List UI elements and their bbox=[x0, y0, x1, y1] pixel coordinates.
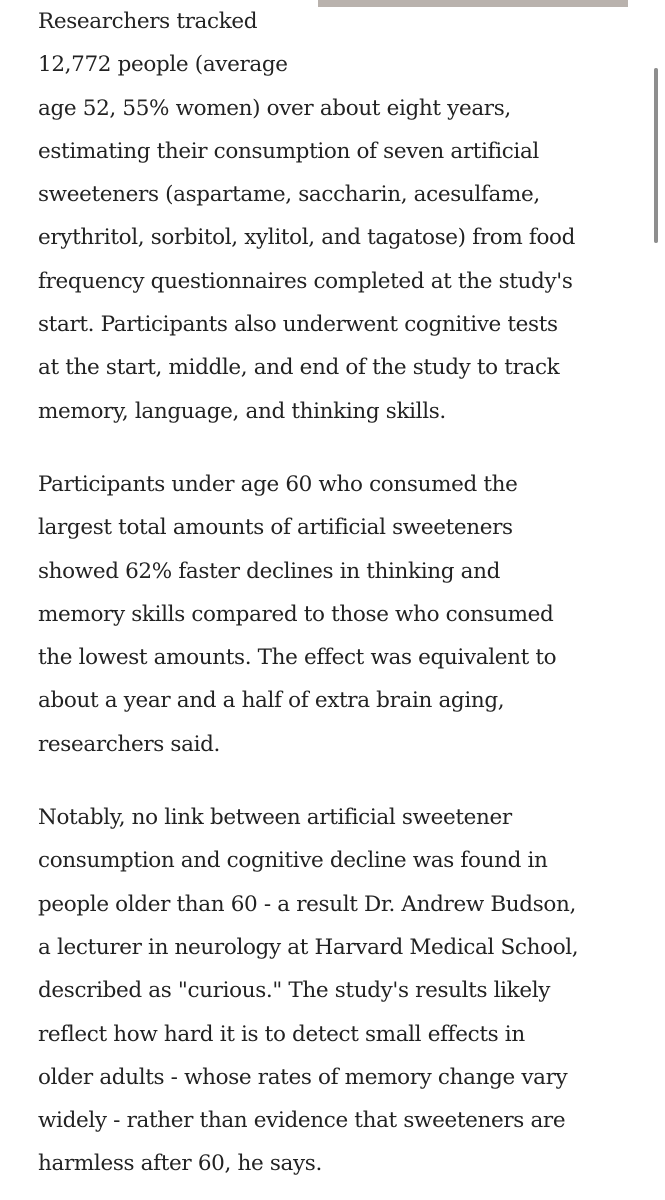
text-line: described as "curious." The study's results likely bbox=[38, 978, 551, 1004]
text-line: Researchers tracked bbox=[38, 9, 258, 34]
text-line: about a year and a half of extra brain aging, bbox=[38, 688, 505, 714]
text-line: Participants under age 60 who consumed the bbox=[38, 471, 518, 497]
text-line: 12,772 people (average bbox=[38, 52, 288, 78]
text-line: older adults - whose rates of memory change vary bbox=[38, 1064, 568, 1090]
text-line: memory skills compared to those who consumed bbox=[38, 601, 554, 627]
text-line: researchers said. bbox=[38, 731, 220, 757]
text-line: at the start, middle, and end of the study to track bbox=[38, 355, 560, 381]
paragraph-older-adults bbox=[38, 796, 638, 1186]
text-line: estimating their consumption of seven artificial bbox=[38, 138, 539, 164]
text-line: consumption and cognitive decline was found in bbox=[38, 848, 548, 874]
text-line: erythritol, sorbitol, xylitol, and tagatose) from food bbox=[38, 225, 576, 251]
text-line: frequency questionnaires completed at the study's bbox=[38, 268, 573, 294]
text-line: showed 62% faster declines in thinking and bbox=[38, 558, 501, 584]
article-body bbox=[38, 0, 638, 1186]
paragraph-study-design bbox=[38, 0, 638, 433]
text-line: a lecturer in neurology at Harvard Medical School, bbox=[38, 934, 579, 960]
text-line: reflect how hard it is to detect small effects in bbox=[38, 1021, 525, 1047]
scrollbar-thumb[interactable] bbox=[654, 68, 658, 243]
text-line: Notably, no link between artificial sweetener bbox=[38, 805, 512, 831]
text-line: age 52, 55% women) over about eight years, bbox=[38, 95, 511, 121]
text-line: widely - rather than evidence that sweeteners are bbox=[38, 1108, 566, 1134]
paragraph-findings bbox=[38, 463, 638, 766]
text-line: start. Participants also underwent cognitive tests bbox=[38, 312, 558, 338]
text-line: memory, language, and thinking skills. bbox=[38, 398, 446, 424]
text-line: largest total amounts of artificial sweeteners bbox=[38, 515, 513, 541]
text-line: sweeteners (aspartame, saccharin, acesulfame, bbox=[38, 182, 540, 208]
text-line: the lowest amounts. The effect was equivalent to bbox=[38, 645, 557, 671]
text-line: harmless after 60, he says. bbox=[38, 1151, 322, 1177]
text-line: people older than 60 - a result Dr. Andrew Budson, bbox=[38, 891, 576, 917]
